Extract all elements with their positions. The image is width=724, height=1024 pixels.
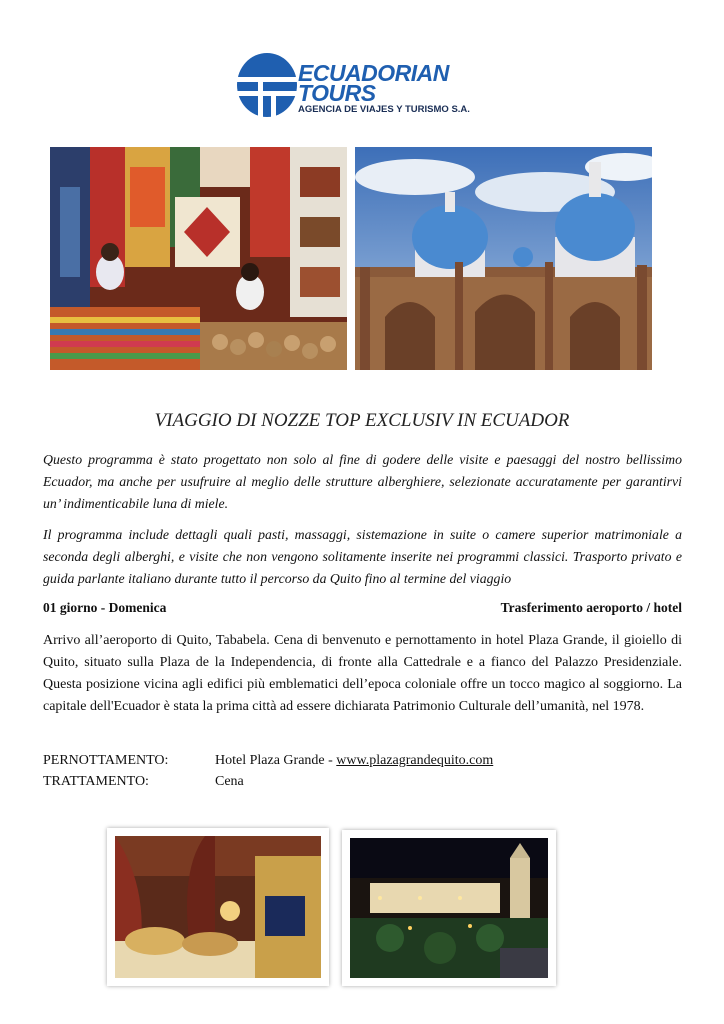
hotel-room-photo xyxy=(107,828,329,986)
day-description: Arrivo all’aeroporto di Quito, Tababela. Cena di benvenuto e pernottamento in hotel Plaza Grande, il gioiello di Quito, situato sulla Plaza de la Independencia, di fronte alla Cattedrale e a fianco del Palazzo Presidenziale. Questa posizione vicina agli edifici più emblematici dell’epoca coloniale offre un tocco magico al soggiorno. La capitale dell'Ecuador è stata la prima città ad essere dichiarata Patrimonio Culturale dell’umanità, nel 1978. xyxy=(43,633,682,714)
market-textiles-photo xyxy=(50,147,347,370)
intro-paragraph-2: Il programma include dettagli quali pasti, massaggi, sistemazione in suite o camere superior matrimoniale a seconda degli alberghi, e visite che non vengono solitamente inserite nei programmi classici. Trasporto privato e guida parlante italiano durante tutto il percorso da Quito fino al termine del viaggio xyxy=(43,527,682,586)
brand-name-line2: TOURS xyxy=(298,80,376,106)
day-label: 01 giorno - Domenica xyxy=(43,600,167,615)
meals-value: Cena xyxy=(215,774,244,789)
meals-label: TRATTAMENTO: xyxy=(43,774,149,789)
lodging-hotel-name: Hotel Plaza Grande - xyxy=(215,753,337,768)
intro-paragraph-1: Questo programma è stato progettato non solo al fine di godere delle visite e paesaggi del nostro bellissimo Ecuador, ma anche per usufruire al meglio delle strutture alberghiere, selezionate accuratamente per garantirvi un’ indimenticabile luna di miele. xyxy=(43,452,682,511)
lodging-value xyxy=(215,750,493,771)
day-activity: Trasferimento aeroporto / hotel xyxy=(500,600,682,615)
brand-tagline: AGENCIA DE VIAJES Y TURISMO S.A. xyxy=(298,104,470,115)
quito-night-photo xyxy=(342,830,556,986)
brand-name-line1: ECUADORIAN xyxy=(298,60,449,86)
globe-logo-icon xyxy=(236,50,298,120)
cathedral-cuenca-photo xyxy=(355,147,652,370)
hotel-website-link[interactable]: www.plazagrandequito.com xyxy=(336,753,494,768)
day-header xyxy=(43,600,682,616)
company-logo xyxy=(236,50,496,120)
lodging-label: PERNOTTAMENTO: xyxy=(43,753,169,768)
page-title: VIAGGIO DI NOZZE TOP EXCLUSIV IN ECUADOR xyxy=(154,410,570,431)
